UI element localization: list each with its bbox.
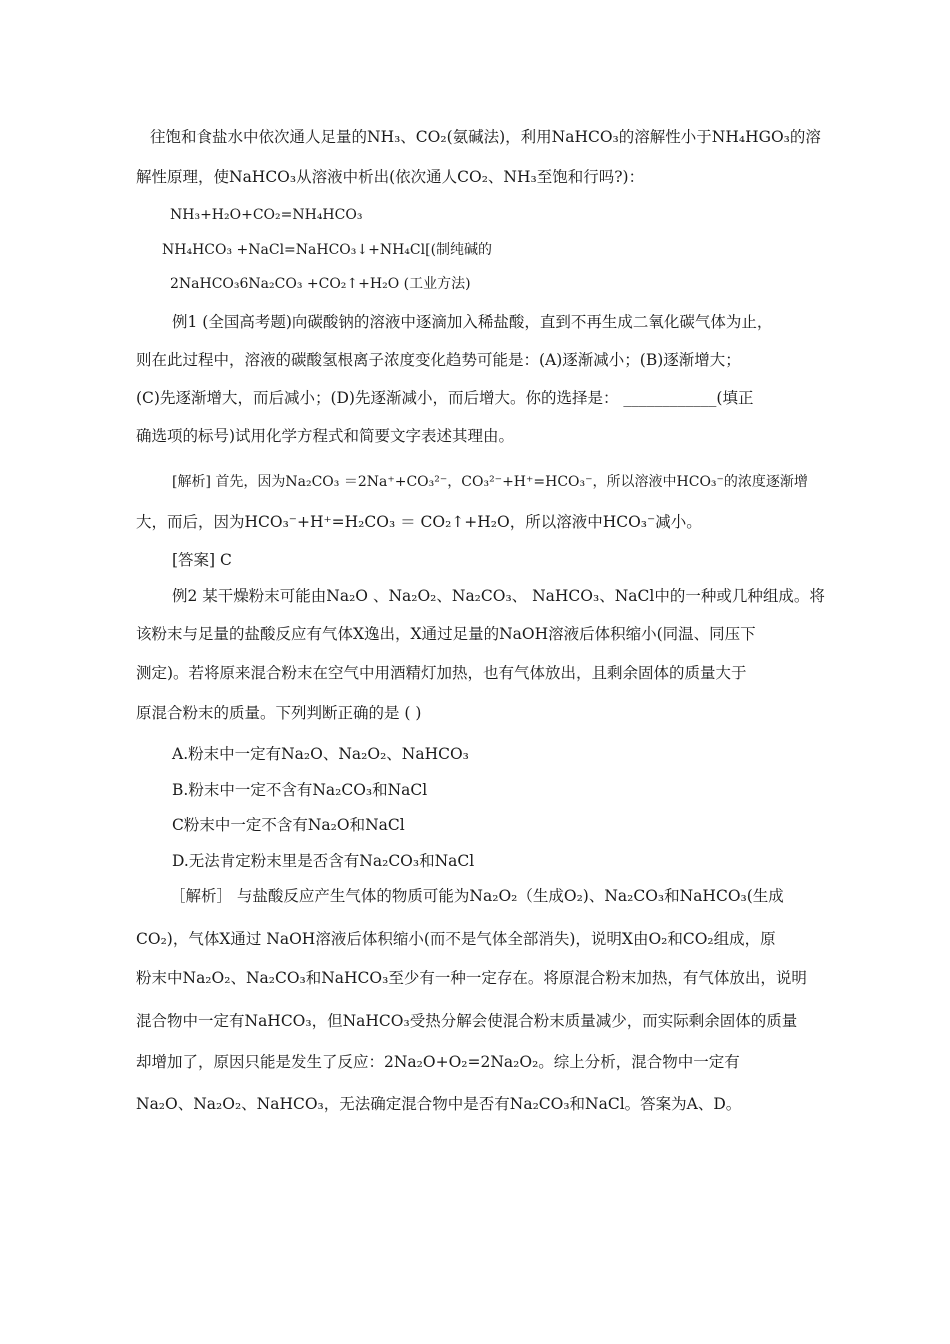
example2-line-3: 测定)。若将原来混合粉末在空气中用酒精灯加热，也有气体放出，且剩余固体的质量大于 — [136, 664, 747, 682]
example2-analysis-6: Na₂O、Na₂O₂、NaHCO₃，无法确定混合物中是否有Na₂CO₃和NaCl。答案为A、D。 — [136, 1095, 742, 1113]
intro-line-1: 往饱和食盐水中依次通人足量的NH₃、CO₂(氨碱法)，利用NaHCO₃的溶解性小于NH₄HGO₃的溶 — [150, 128, 821, 146]
example1-answer: [答案] C — [172, 551, 232, 569]
example2-analysis-5: 却增加了，原因只能是发生了反应：2Na₂O+O₂=2Na₂O₂。综上分析，混合物中一定有 — [136, 1053, 740, 1071]
equation-1: NH₃+H₂O+CO₂=NH₄HCO₃ — [170, 207, 363, 223]
example1-line-3: (C)先逐渐增大，而后减小；(D)先逐渐减小，而后增大。你的选择是： ____________(填正 — [136, 389, 754, 407]
example2-analysis-2: CO₂)，气体X通过 NaOH溶液后体积缩小(而不是气体全部消失)，说明X由O₂和CO₂组成，原 — [136, 930, 776, 948]
example2-analysis-4: 混合物中一定有NaHCO₃，但NaHCO₃受热分解会使混合粉末质量减少，而实际剩余固体的质量 — [136, 1012, 798, 1030]
example1-line-2: 则在此过程中，溶液的碳酸氢根离子浓度变化趋势可能是：(A)逐渐减小；(B)逐渐增大； — [136, 351, 741, 369]
example2-analysis-3: 粉末中Na₂O₂、Na₂CO₃和NaHCO₃至少有一种一定存在。将原混合粉末加热，有气体放出，说明 — [136, 969, 807, 987]
example1-analysis-1: [解析] 首先，因为Na₂CO₃ ＝2Na⁺+CO₃²⁻，CO₃²⁻+H⁺=HCO₃⁻，所以溶液中HCO₃⁻的浓度逐渐增 — [172, 474, 808, 490]
option-d: D.无法肯定粉末里是否含有Na₂CO₃和NaCl — [172, 852, 475, 870]
example1-line-4: 确选项的标号)试用化学方程式和简要文字表述其理由。 — [136, 427, 515, 445]
option-b: B.粉末中一定不含有Na₂CO₃和NaCl — [172, 781, 428, 799]
example2-analysis-1: ［解析］ 与盐酸反应产生气体的物质可能为Na₂O₂（生成O₂)、Na₂CO₃和NaHCO₃(生成 — [170, 887, 784, 905]
example1-line-1: 例1 (全国高考题)向碳酸钠的溶液中逐滴加入稀盐酸，直到不再生成二氧化碳气体为止， — [172, 313, 773, 331]
example2-line-4: 原混合粉末的质量。下列判断正确的是 ( ) — [136, 704, 422, 722]
option-a: A.粉末中一定有Na₂O、Na₂O₂、NaHCO₃ — [172, 745, 469, 763]
option-c: C粉末中一定不含有Na₂O和NaCl — [172, 816, 405, 834]
example2-line-2: 该粉末与足量的盐酸反应有气体X逸出，X通过足量的NaOH溶液后体积缩小(同温、同压下 — [136, 625, 756, 643]
intro-line-2: 解性原理，使NaHCO₃从溶液中析出(依次通人CO₂、NH₃至饱和行吗?)： — [136, 168, 645, 186]
equation-2: NH₄HCO₃ +NaCl=NaHCO₃↓+NH₄Cl[(制纯碱的 — [162, 242, 493, 258]
equation-3: 2NaHCO₃6Na₂CO₃ +CO₂↑+H₂O (工业方法) — [170, 276, 471, 292]
example1-analysis-2: 大，而后，因为HCO₃⁻+H⁺=H₂CO₃ ＝ CO₂↑+H₂O，所以溶液中HCO₃⁻减小。 — [136, 513, 702, 531]
example2-line-1: 例2 某干燥粉末可能由Na₂O 、Na₂O₂、Na₂CO₃、 NaHCO₃、NaCl中的一种或几种组成。将 — [172, 587, 825, 605]
